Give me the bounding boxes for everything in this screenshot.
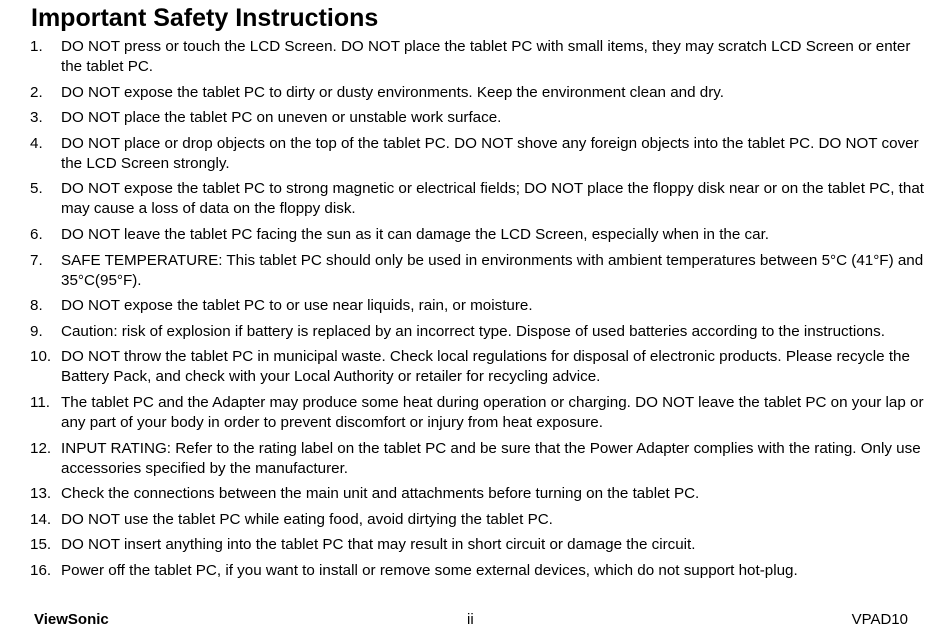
instruction-item <box>0 134 950 174</box>
instruction-number: 3. <box>30 109 43 127</box>
instruction-item <box>0 37 950 77</box>
instruction-text: DO NOT leave the tablet PC facing the sun as it can damage the LCD Screen, especially when in the car. <box>61 225 770 243</box>
instruction-text: DO NOT place or drop objects on the top of the tablet PC. DO NOT shove any foreign objects into the tablet PC. DO NOT cover the LCD Screen strongly. <box>61 134 919 172</box>
instruction-number: 12. <box>30 439 52 457</box>
footer-model: VPAD10 <box>851 611 908 628</box>
instruction-number: 16. <box>30 561 52 579</box>
instruction-number: 15. <box>30 536 52 554</box>
instruction-text: The tablet PC and the Adapter may produce some heat during operation or charging. DO NOT leave the tablet PC on your lap or any part of your body in order to prevent discomfort or injury from heat exposure. <box>61 393 924 431</box>
instruction-item <box>0 179 950 219</box>
instruction-item <box>0 535 950 555</box>
instruction-item <box>0 225 950 245</box>
instruction-item <box>0 484 950 504</box>
instruction-text: DO NOT insert anything into the tablet PC that may result in short circuit or damage the circuit. <box>61 536 696 554</box>
instruction-text: Caution: risk of explosion if battery is replaced by an incorrect type. Dispose of used batteries according to the instructions. <box>61 322 885 340</box>
instruction-text: DO NOT press or touch the LCD Screen. DO NOT place the tablet PC with small items, they may scratch LCD Screen or enter the tablet PC. <box>61 38 911 75</box>
instruction-text: INPUT RATING: Refer to the rating label on the tablet PC and be sure that the Power Adapter complies with the rating. Only use accessories specified by the manufacturer. <box>61 439 921 477</box>
instruction-text: DO NOT expose the tablet PC to dirty or dusty environments. Keep the environment clean and dry. <box>61 83 724 101</box>
instruction-number: 6. <box>30 225 43 243</box>
instruction-number: 13. <box>30 485 52 503</box>
instruction-item <box>0 510 950 530</box>
footer-page-number: ii <box>467 611 474 628</box>
instruction-item <box>0 296 950 316</box>
instruction-number: 9. <box>30 322 43 340</box>
instruction-number: 11. <box>30 393 50 411</box>
instruction-number: 7. <box>30 251 43 269</box>
instruction-item <box>0 251 950 291</box>
instruction-item <box>0 322 950 342</box>
instruction-number: 1. <box>30 38 43 55</box>
instruction-text: DO NOT use the tablet PC while eating food, avoid dirtying the tablet PC. <box>61 510 553 528</box>
instruction-number: 5. <box>30 180 43 198</box>
instruction-number: 4. <box>30 134 43 152</box>
page-title: Important Safety Instructions <box>31 4 379 32</box>
instruction-number: 10. <box>30 348 52 366</box>
safety-instruction-list <box>0 37 950 587</box>
instruction-item <box>0 108 950 128</box>
instruction-text: DO NOT place the tablet PC on uneven or unstable work surface. <box>61 109 502 127</box>
instruction-text: Power off the tablet PC, if you want to install or remove some external devices, which do not support hot-plug. <box>61 561 798 579</box>
instruction-number: 14. <box>30 510 52 528</box>
instruction-item <box>0 393 950 433</box>
instruction-item <box>0 561 950 581</box>
instruction-item <box>0 83 950 103</box>
instruction-item <box>0 347 950 387</box>
footer-brand: ViewSonic <box>34 611 109 628</box>
instruction-text: Check the connections between the main unit and attachments before turning on the tablet PC. <box>61 485 700 503</box>
instruction-number: 2. <box>30 83 43 101</box>
instruction-number: 8. <box>30 297 43 315</box>
instruction-text: DO NOT expose the tablet PC to strong magnetic or electrical fields; DO NOT place the floppy disk near or on the tablet PC, that may cause a loss of data on the floppy disk. <box>61 180 925 218</box>
instruction-text: DO NOT throw the tablet PC in municipal waste. Check local regulations for disposal of electronic products. Please recycle the Battery Pack, and check with your Local Authority or retailer for recycling advice. <box>61 348 910 386</box>
instruction-text: SAFE TEMPERATURE: This tablet PC should only be used in environments with ambient temperatures between 5°C (41°F) and 35°C(95°F). <box>61 251 924 289</box>
instruction-text: DO NOT expose the tablet PC to or use near liquids, rain, or moisture. <box>61 297 533 315</box>
instruction-item <box>0 439 950 479</box>
